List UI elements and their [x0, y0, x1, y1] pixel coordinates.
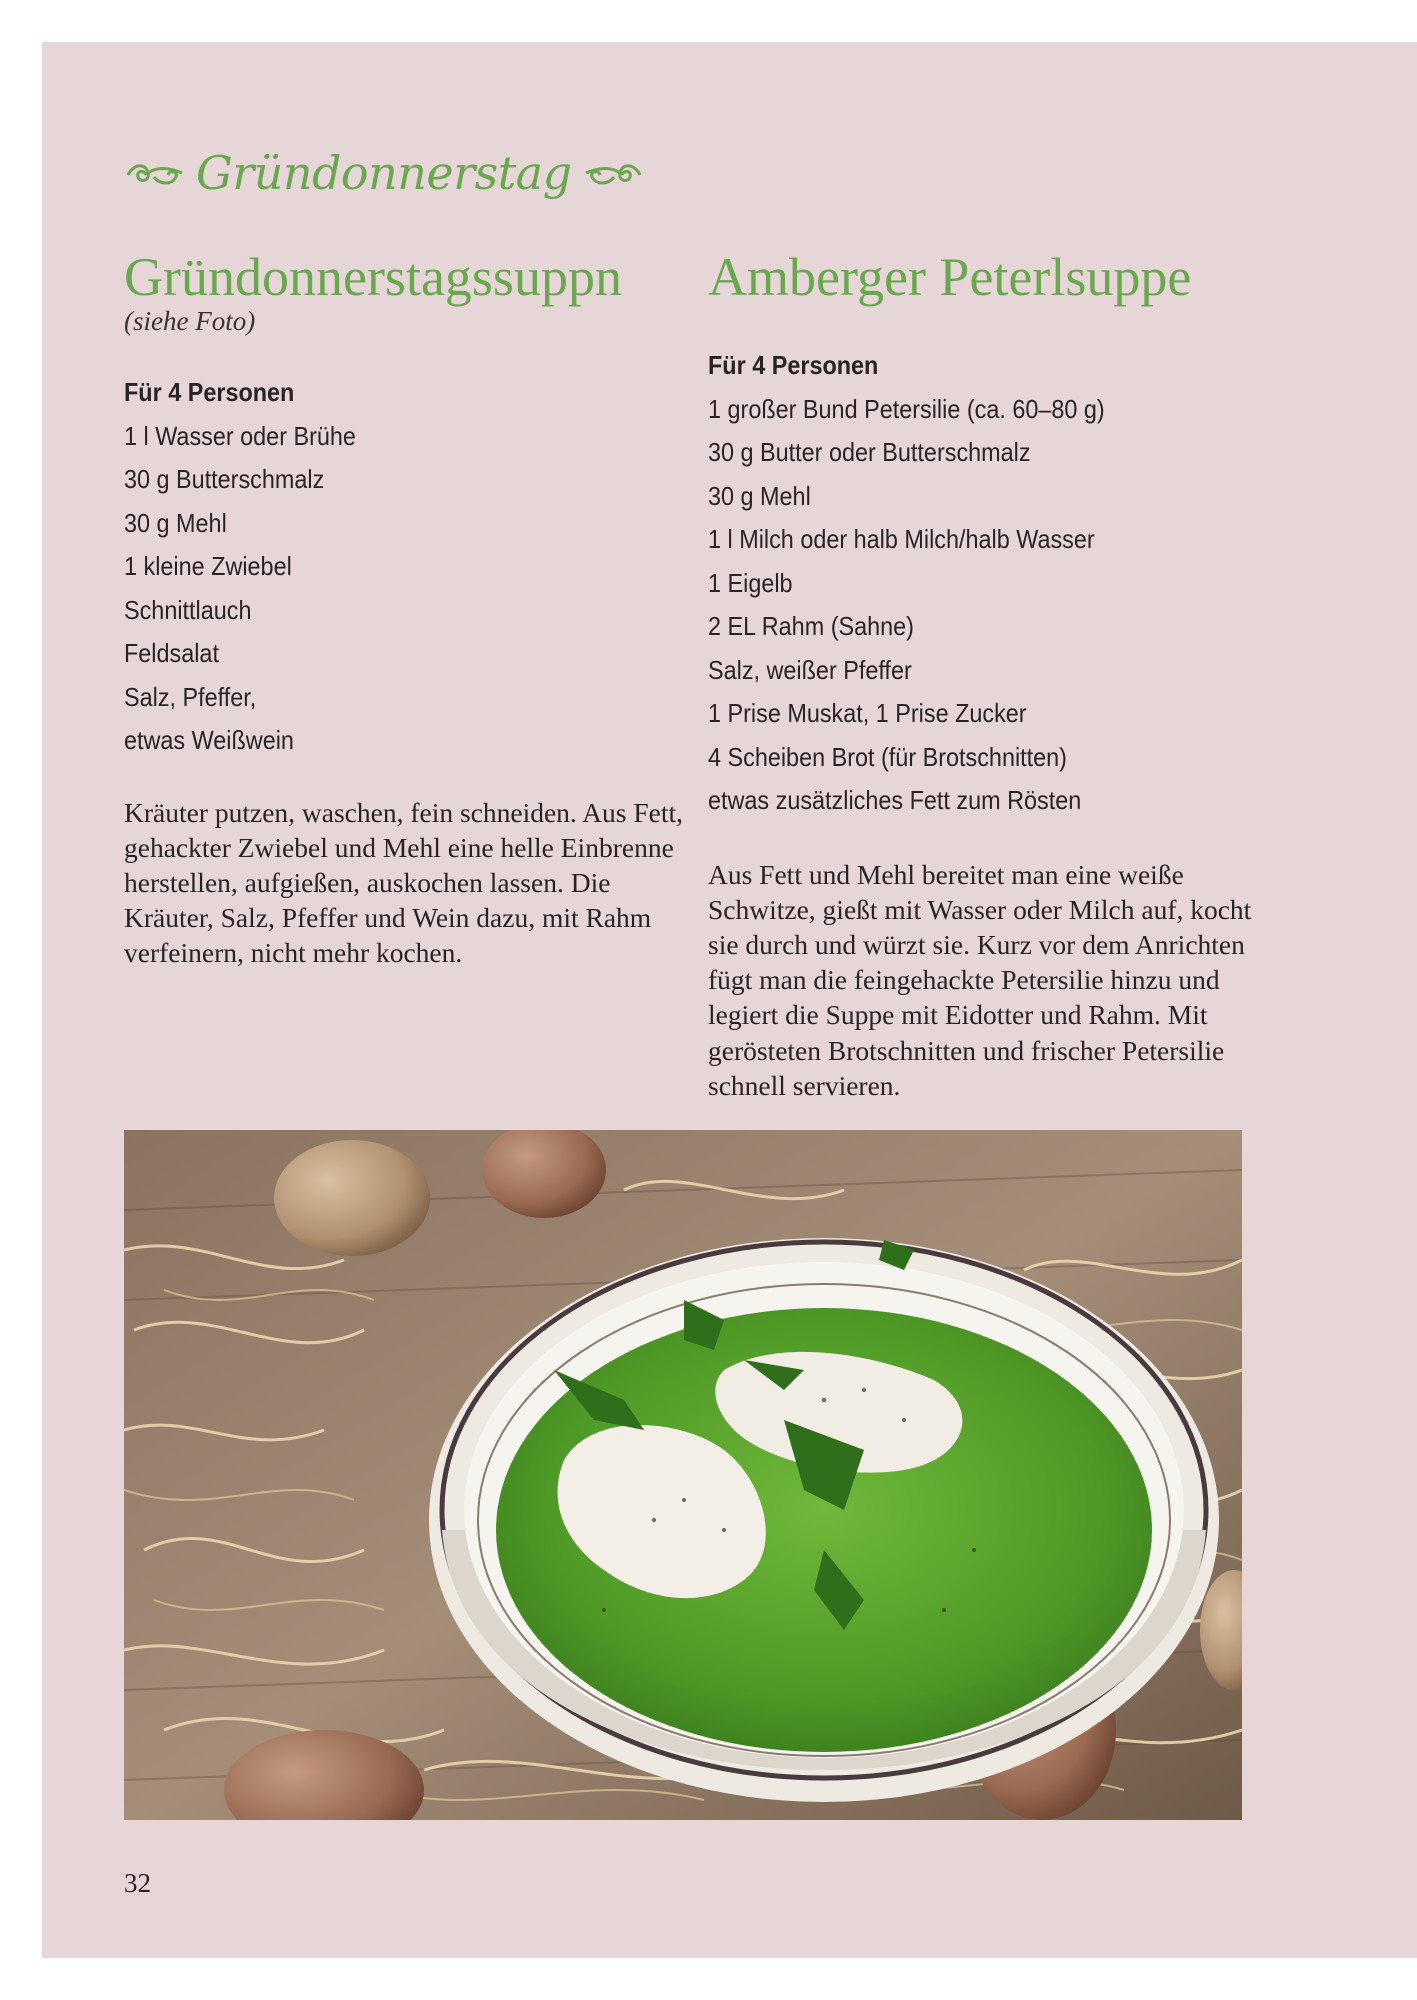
- ingredient-item: etwas Weißwein: [124, 725, 294, 755]
- soup-photo-illustration: [124, 1130, 1242, 1820]
- ingredient-item: 4 Scheiben Brot (für Brotschnitten): [708, 741, 1067, 772]
- ingredient-item: 30 g Butterschmalz: [124, 464, 325, 494]
- ingredient-item: Schnittlauch: [124, 594, 252, 625]
- recipe-title: Amberger Peterlsuppe: [708, 247, 1192, 307]
- recipe-title: Gründonnerstagssuppn: [124, 247, 622, 307]
- recipe-method: Kräuter putzen, waschen, fein schneiden. Aus Fett, gehackter Zwiebel und Mehl eine helle Einbrenne herstellen, aufgießen, auskochen lassen. Die Kräuter, Salz, Pfeffer und Wein dazu, mit Rahm verfeinern, nicht mehr kochen.: [124, 796, 683, 969]
- ingredient-item: 1 l Wasser oder Brühe: [124, 420, 356, 451]
- ingredient-list: [708, 344, 1268, 823]
- ingredient-item: 1 Eigelb: [708, 567, 793, 598]
- ingredient-item: 30 g Butter oder Butterschmalz: [708, 437, 1031, 467]
- section-title: Gründonnerstag: [196, 146, 572, 200]
- section-header: [124, 138, 644, 208]
- ingredient-item: 1 großer Bund Petersilie (ca. 60–80 g): [708, 393, 1105, 424]
- ingredient-item: etwas zusätzliches Fett zum Rösten: [708, 785, 1082, 815]
- ingredient-item: 2 EL Rahm (Sahne): [708, 611, 914, 641]
- ingredient-item: Feldsalat: [124, 638, 219, 668]
- recipe-right: [708, 244, 1268, 1103]
- recipe-method: Aus Fett und Mehl bereitet man eine weiße Schwitze, gießt mit Wasser oder Milch auf, kocht sie durch und würzt sie. Kurz vor dem Anrichten fügt man die feingehackte Petersilie hinzu und legiert die Suppe mit Eidotter und Rahm. Mit gerösteten Brotschnitten und frischer Petersilie schnell servieren.: [708, 858, 1252, 1101]
- ingredient-item: Salz, Pfeffer,: [124, 681, 257, 712]
- ingredient-item: 30 g Mehl: [708, 480, 811, 511]
- soup-photo: [124, 1130, 1242, 1820]
- ingredient-item: 1 kleine Zwiebel: [124, 551, 292, 581]
- ingredient-list: [124, 371, 684, 763]
- right-flourish-icon: [582, 153, 644, 193]
- ingredient-item: 1 l Milch oder halb Milch/halb Wasser: [708, 524, 1095, 554]
- ingredient-item: Salz, weißer Pfeffer: [708, 654, 912, 685]
- ingredient-item: 30 g Mehl: [124, 507, 227, 538]
- left-flourish-icon: [124, 153, 186, 193]
- recipe-left: [124, 244, 684, 971]
- page-number: 32: [124, 1868, 151, 1898]
- recipe-subtitle: (siehe Foto): [124, 306, 256, 336]
- serves-label: Für 4 Personen: [124, 377, 295, 407]
- ingredient-item: 1 Prise Muskat, 1 Prise Zucker: [708, 698, 1027, 728]
- serves-label: Für 4 Personen: [708, 350, 879, 380]
